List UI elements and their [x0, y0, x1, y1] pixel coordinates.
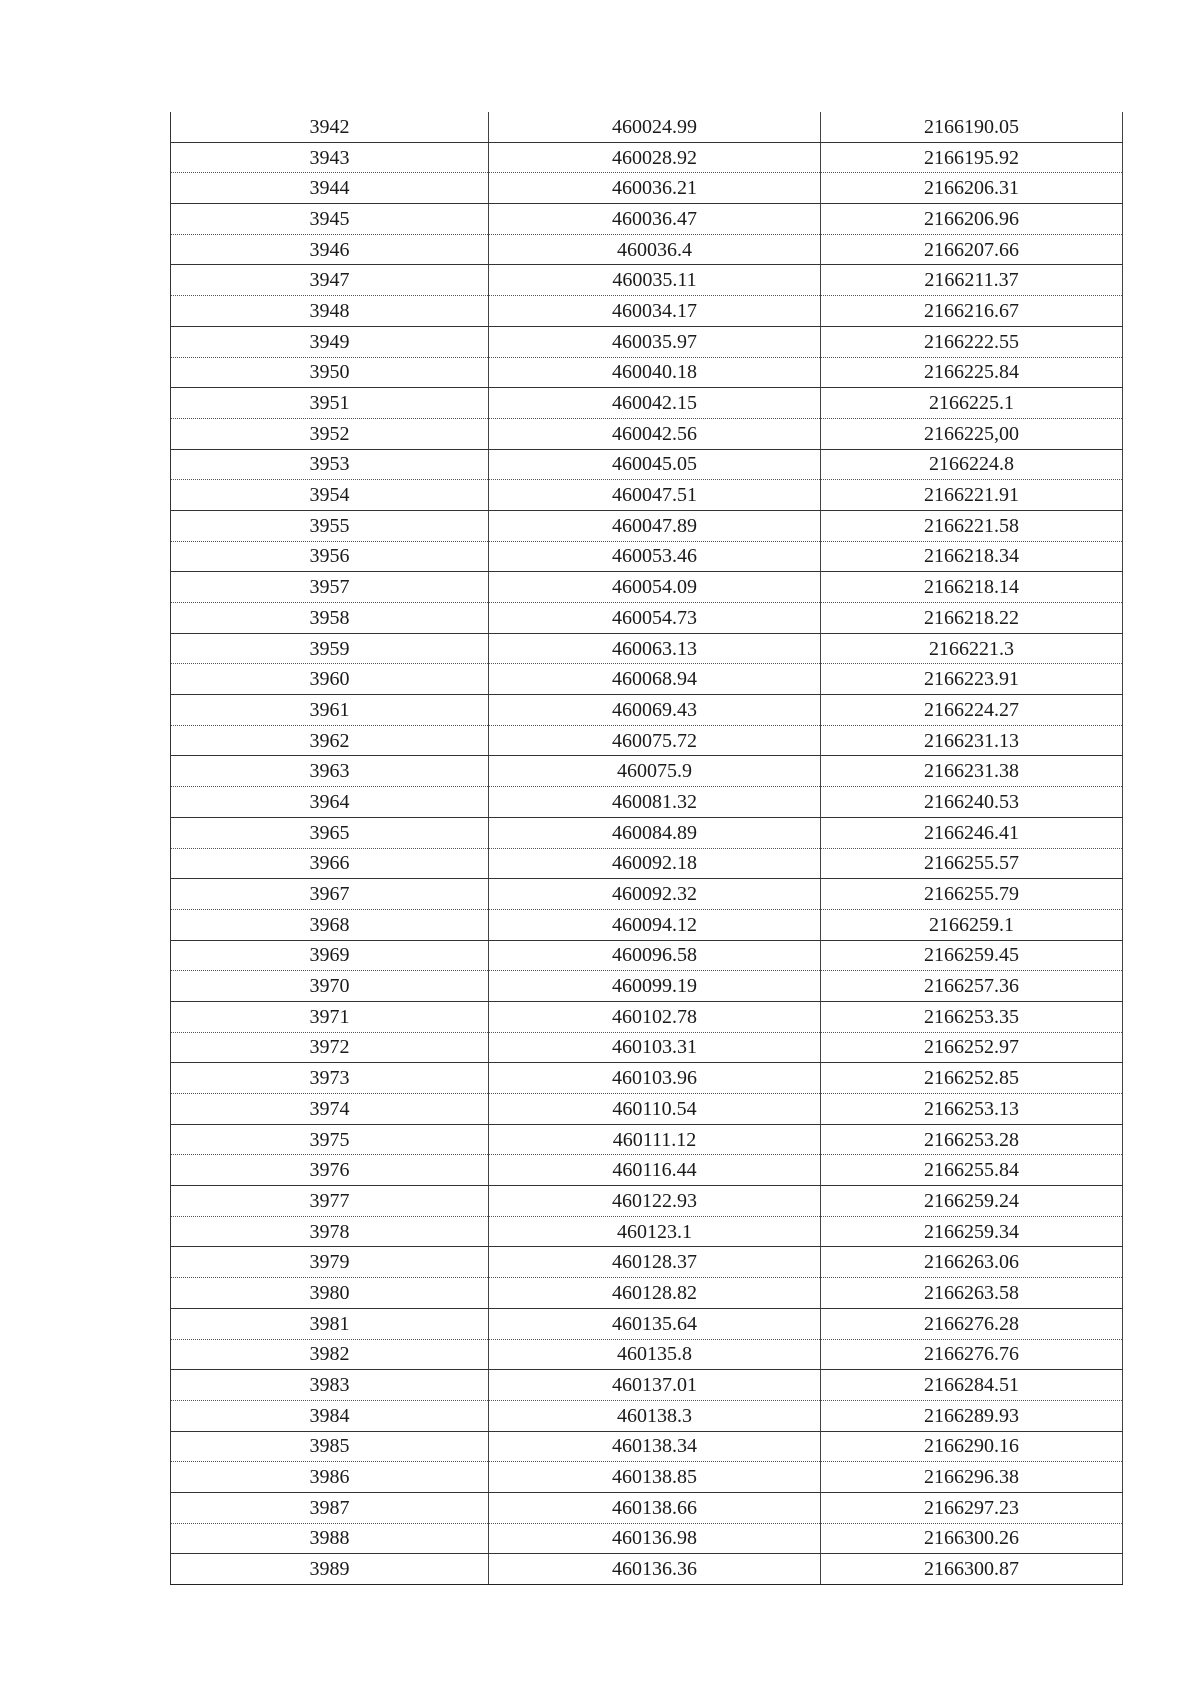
table-row — [171, 756, 1123, 787]
x-coordinate-cell: 460036.4 — [489, 234, 821, 265]
y-coordinate-cell: 2166190.05 — [821, 112, 1123, 142]
x-coordinate-cell: 460138.66 — [489, 1492, 821, 1523]
table-row — [171, 603, 1123, 634]
x-coordinate-cell: 460042.56 — [489, 418, 821, 449]
y-coordinate-cell: 2166253.35 — [821, 1001, 1123, 1032]
table-row — [171, 909, 1123, 940]
y-coordinate-cell: 2166255.79 — [821, 879, 1123, 910]
point-number-cell: 3964 — [171, 787, 489, 818]
table-row — [171, 1216, 1123, 1247]
y-coordinate-cell: 2166255.84 — [821, 1155, 1123, 1186]
x-coordinate-cell: 460138.34 — [489, 1431, 821, 1462]
table-row — [171, 572, 1123, 603]
point-number-cell: 3954 — [171, 480, 489, 511]
y-coordinate-cell: 2166259.45 — [821, 940, 1123, 971]
point-number-cell: 3956 — [171, 541, 489, 572]
y-coordinate-cell: 2166225.84 — [821, 357, 1123, 388]
y-coordinate-cell: 2166225.1 — [821, 388, 1123, 419]
point-number-cell: 3989 — [171, 1554, 489, 1585]
x-coordinate-cell: 460024.99 — [489, 112, 821, 142]
table-row — [171, 541, 1123, 572]
point-number-cell: 3943 — [171, 142, 489, 173]
table-row — [171, 142, 1123, 173]
point-number-cell: 3979 — [171, 1247, 489, 1278]
x-coordinate-cell: 460028.92 — [489, 142, 821, 173]
point-number-cell: 3980 — [171, 1278, 489, 1309]
point-number-cell: 3971 — [171, 1001, 489, 1032]
point-number-cell: 3949 — [171, 326, 489, 357]
point-number-cell: 3986 — [171, 1462, 489, 1493]
point-number-cell: 3977 — [171, 1186, 489, 1217]
x-coordinate-cell: 460128.82 — [489, 1278, 821, 1309]
table-row — [171, 418, 1123, 449]
point-number-cell: 3958 — [171, 603, 489, 634]
y-coordinate-cell: 2166255.57 — [821, 848, 1123, 879]
x-coordinate-cell: 460054.73 — [489, 603, 821, 634]
table-row — [171, 633, 1123, 664]
table-row — [171, 1094, 1123, 1125]
table-row — [171, 1492, 1123, 1523]
table-row — [171, 112, 1123, 142]
y-coordinate-cell: 2166252.97 — [821, 1032, 1123, 1063]
point-number-cell: 3974 — [171, 1094, 489, 1125]
table-row — [171, 480, 1123, 511]
point-number-cell: 3962 — [171, 725, 489, 756]
y-coordinate-cell: 2166218.14 — [821, 572, 1123, 603]
table-row — [171, 1278, 1123, 1309]
y-coordinate-cell: 2166206.31 — [821, 173, 1123, 204]
table-row — [171, 1339, 1123, 1370]
table-row — [171, 1032, 1123, 1063]
x-coordinate-cell: 460135.64 — [489, 1308, 821, 1339]
y-coordinate-cell: 2166216.67 — [821, 296, 1123, 327]
table-row — [171, 204, 1123, 235]
table-row — [171, 296, 1123, 327]
x-coordinate-cell: 460102.78 — [489, 1001, 821, 1032]
table-row — [171, 1155, 1123, 1186]
y-coordinate-cell: 2166263.58 — [821, 1278, 1123, 1309]
point-number-cell: 3987 — [171, 1492, 489, 1523]
x-coordinate-cell: 460122.93 — [489, 1186, 821, 1217]
x-coordinate-cell: 460099.19 — [489, 971, 821, 1002]
point-number-cell: 3976 — [171, 1155, 489, 1186]
table-row — [171, 326, 1123, 357]
y-coordinate-cell: 2166207.66 — [821, 234, 1123, 265]
y-coordinate-cell: 2166259.1 — [821, 909, 1123, 940]
x-coordinate-cell: 460075.9 — [489, 756, 821, 787]
table-row — [171, 357, 1123, 388]
x-coordinate-cell: 460138.85 — [489, 1462, 821, 1493]
table-row — [171, 1400, 1123, 1431]
point-number-cell: 3984 — [171, 1400, 489, 1431]
point-number-cell: 3944 — [171, 173, 489, 204]
y-coordinate-cell: 2166276.76 — [821, 1339, 1123, 1370]
x-coordinate-cell: 460047.89 — [489, 510, 821, 541]
x-coordinate-cell: 460092.32 — [489, 879, 821, 910]
coordinates-table — [170, 112, 1123, 1585]
point-number-cell: 3968 — [171, 909, 489, 940]
table-row — [171, 1431, 1123, 1462]
y-coordinate-cell: 2166218.34 — [821, 541, 1123, 572]
point-number-cell: 3988 — [171, 1523, 489, 1554]
table-row — [171, 1308, 1123, 1339]
x-coordinate-cell: 460103.31 — [489, 1032, 821, 1063]
point-number-cell: 3982 — [171, 1339, 489, 1370]
y-coordinate-cell: 2166253.28 — [821, 1124, 1123, 1155]
table-row — [171, 265, 1123, 296]
point-number-cell: 3942 — [171, 112, 489, 142]
table-row — [171, 234, 1123, 265]
table-row — [171, 510, 1123, 541]
x-coordinate-cell: 460116.44 — [489, 1155, 821, 1186]
x-coordinate-cell: 460081.32 — [489, 787, 821, 818]
point-number-cell: 3945 — [171, 204, 489, 235]
table-row — [171, 1001, 1123, 1032]
x-coordinate-cell: 460123.1 — [489, 1216, 821, 1247]
x-coordinate-cell: 460137.01 — [489, 1370, 821, 1401]
table-row — [171, 1124, 1123, 1155]
y-coordinate-cell: 2166259.34 — [821, 1216, 1123, 1247]
y-coordinate-cell: 2166284.51 — [821, 1370, 1123, 1401]
point-number-cell: 3978 — [171, 1216, 489, 1247]
x-coordinate-cell: 460035.97 — [489, 326, 821, 357]
y-coordinate-cell: 2166218.22 — [821, 603, 1123, 634]
x-coordinate-cell: 460034.17 — [489, 296, 821, 327]
table-row — [171, 695, 1123, 726]
y-coordinate-cell: 2166263.06 — [821, 1247, 1123, 1278]
x-coordinate-cell: 460036.47 — [489, 204, 821, 235]
x-coordinate-cell: 460042.15 — [489, 388, 821, 419]
table-row — [171, 848, 1123, 879]
table-row — [171, 388, 1123, 419]
point-number-cell: 3947 — [171, 265, 489, 296]
table-row — [171, 787, 1123, 818]
x-coordinate-cell: 460053.46 — [489, 541, 821, 572]
x-coordinate-cell: 460054.09 — [489, 572, 821, 603]
x-coordinate-cell: 460045.05 — [489, 449, 821, 480]
point-number-cell: 3965 — [171, 817, 489, 848]
point-number-cell: 3973 — [171, 1063, 489, 1094]
table-row — [171, 940, 1123, 971]
point-number-cell: 3981 — [171, 1308, 489, 1339]
table-row — [171, 1186, 1123, 1217]
point-number-cell: 3953 — [171, 449, 489, 480]
y-coordinate-cell: 2166224.27 — [821, 695, 1123, 726]
y-coordinate-cell: 2166300.26 — [821, 1523, 1123, 1554]
y-coordinate-cell: 2166206.96 — [821, 204, 1123, 235]
y-coordinate-cell: 2166252.85 — [821, 1063, 1123, 1094]
point-number-cell: 3970 — [171, 971, 489, 1002]
y-coordinate-cell: 2166221.3 — [821, 633, 1123, 664]
y-coordinate-cell: 2166290.16 — [821, 1431, 1123, 1462]
y-coordinate-cell: 2166223.91 — [821, 664, 1123, 695]
y-coordinate-cell: 2166297.23 — [821, 1492, 1123, 1523]
x-coordinate-cell: 460135.8 — [489, 1339, 821, 1370]
x-coordinate-cell: 460036.21 — [489, 173, 821, 204]
y-coordinate-cell: 2166296.38 — [821, 1462, 1123, 1493]
table-row — [171, 664, 1123, 695]
table-row — [171, 1523, 1123, 1554]
point-number-cell: 3966 — [171, 848, 489, 879]
table-row — [171, 449, 1123, 480]
x-coordinate-cell: 460047.51 — [489, 480, 821, 511]
y-coordinate-cell: 2166259.24 — [821, 1186, 1123, 1217]
y-coordinate-cell: 2166224.8 — [821, 449, 1123, 480]
x-coordinate-cell: 460084.89 — [489, 817, 821, 848]
y-coordinate-cell: 2166221.91 — [821, 480, 1123, 511]
x-coordinate-cell: 460110.54 — [489, 1094, 821, 1125]
x-coordinate-cell: 460069.43 — [489, 695, 821, 726]
x-coordinate-cell: 460075.72 — [489, 725, 821, 756]
point-number-cell: 3951 — [171, 388, 489, 419]
y-coordinate-cell: 2166195.92 — [821, 142, 1123, 173]
y-coordinate-cell: 2166225,00 — [821, 418, 1123, 449]
coordinates-table-body — [171, 112, 1123, 1585]
point-number-cell: 3950 — [171, 357, 489, 388]
y-coordinate-cell: 2166300.87 — [821, 1554, 1123, 1585]
x-coordinate-cell: 460094.12 — [489, 909, 821, 940]
y-coordinate-cell: 2166221.58 — [821, 510, 1123, 541]
table-row — [171, 1462, 1123, 1493]
x-coordinate-cell: 460068.94 — [489, 664, 821, 695]
y-coordinate-cell: 2166231.13 — [821, 725, 1123, 756]
y-coordinate-cell: 2166257.36 — [821, 971, 1123, 1002]
y-coordinate-cell: 2166289.93 — [821, 1400, 1123, 1431]
y-coordinate-cell: 2166276.28 — [821, 1308, 1123, 1339]
y-coordinate-cell: 2166231.38 — [821, 756, 1123, 787]
point-number-cell: 3967 — [171, 879, 489, 910]
x-coordinate-cell: 460136.36 — [489, 1554, 821, 1585]
x-coordinate-cell: 460035.11 — [489, 265, 821, 296]
x-coordinate-cell: 460063.13 — [489, 633, 821, 664]
point-number-cell: 3975 — [171, 1124, 489, 1155]
x-coordinate-cell: 460040.18 — [489, 357, 821, 388]
table-row — [171, 879, 1123, 910]
y-coordinate-cell: 2166240.53 — [821, 787, 1123, 818]
point-number-cell: 3952 — [171, 418, 489, 449]
point-number-cell: 3972 — [171, 1032, 489, 1063]
x-coordinate-cell: 460096.58 — [489, 940, 821, 971]
table-row — [171, 173, 1123, 204]
table-row — [171, 1370, 1123, 1401]
y-coordinate-cell: 2166222.55 — [821, 326, 1123, 357]
point-number-cell: 3955 — [171, 510, 489, 541]
point-number-cell: 3960 — [171, 664, 489, 695]
x-coordinate-cell: 460111.12 — [489, 1124, 821, 1155]
table-row — [171, 817, 1123, 848]
table-row — [171, 1554, 1123, 1585]
point-number-cell: 3959 — [171, 633, 489, 664]
point-number-cell: 3948 — [171, 296, 489, 327]
table-row — [171, 1247, 1123, 1278]
y-coordinate-cell: 2166211.37 — [821, 265, 1123, 296]
point-number-cell: 3983 — [171, 1370, 489, 1401]
point-number-cell: 3969 — [171, 940, 489, 971]
table-row — [171, 725, 1123, 756]
point-number-cell: 3963 — [171, 756, 489, 787]
point-number-cell: 3957 — [171, 572, 489, 603]
point-number-cell: 3961 — [171, 695, 489, 726]
x-coordinate-cell: 460138.3 — [489, 1400, 821, 1431]
point-number-cell: 3946 — [171, 234, 489, 265]
x-coordinate-cell: 460128.37 — [489, 1247, 821, 1278]
x-coordinate-cell: 460136.98 — [489, 1523, 821, 1554]
x-coordinate-cell: 460092.18 — [489, 848, 821, 879]
table-row — [171, 971, 1123, 1002]
point-number-cell: 3985 — [171, 1431, 489, 1462]
x-coordinate-cell: 460103.96 — [489, 1063, 821, 1094]
y-coordinate-cell: 2166253.13 — [821, 1094, 1123, 1125]
y-coordinate-cell: 2166246.41 — [821, 817, 1123, 848]
table-row — [171, 1063, 1123, 1094]
